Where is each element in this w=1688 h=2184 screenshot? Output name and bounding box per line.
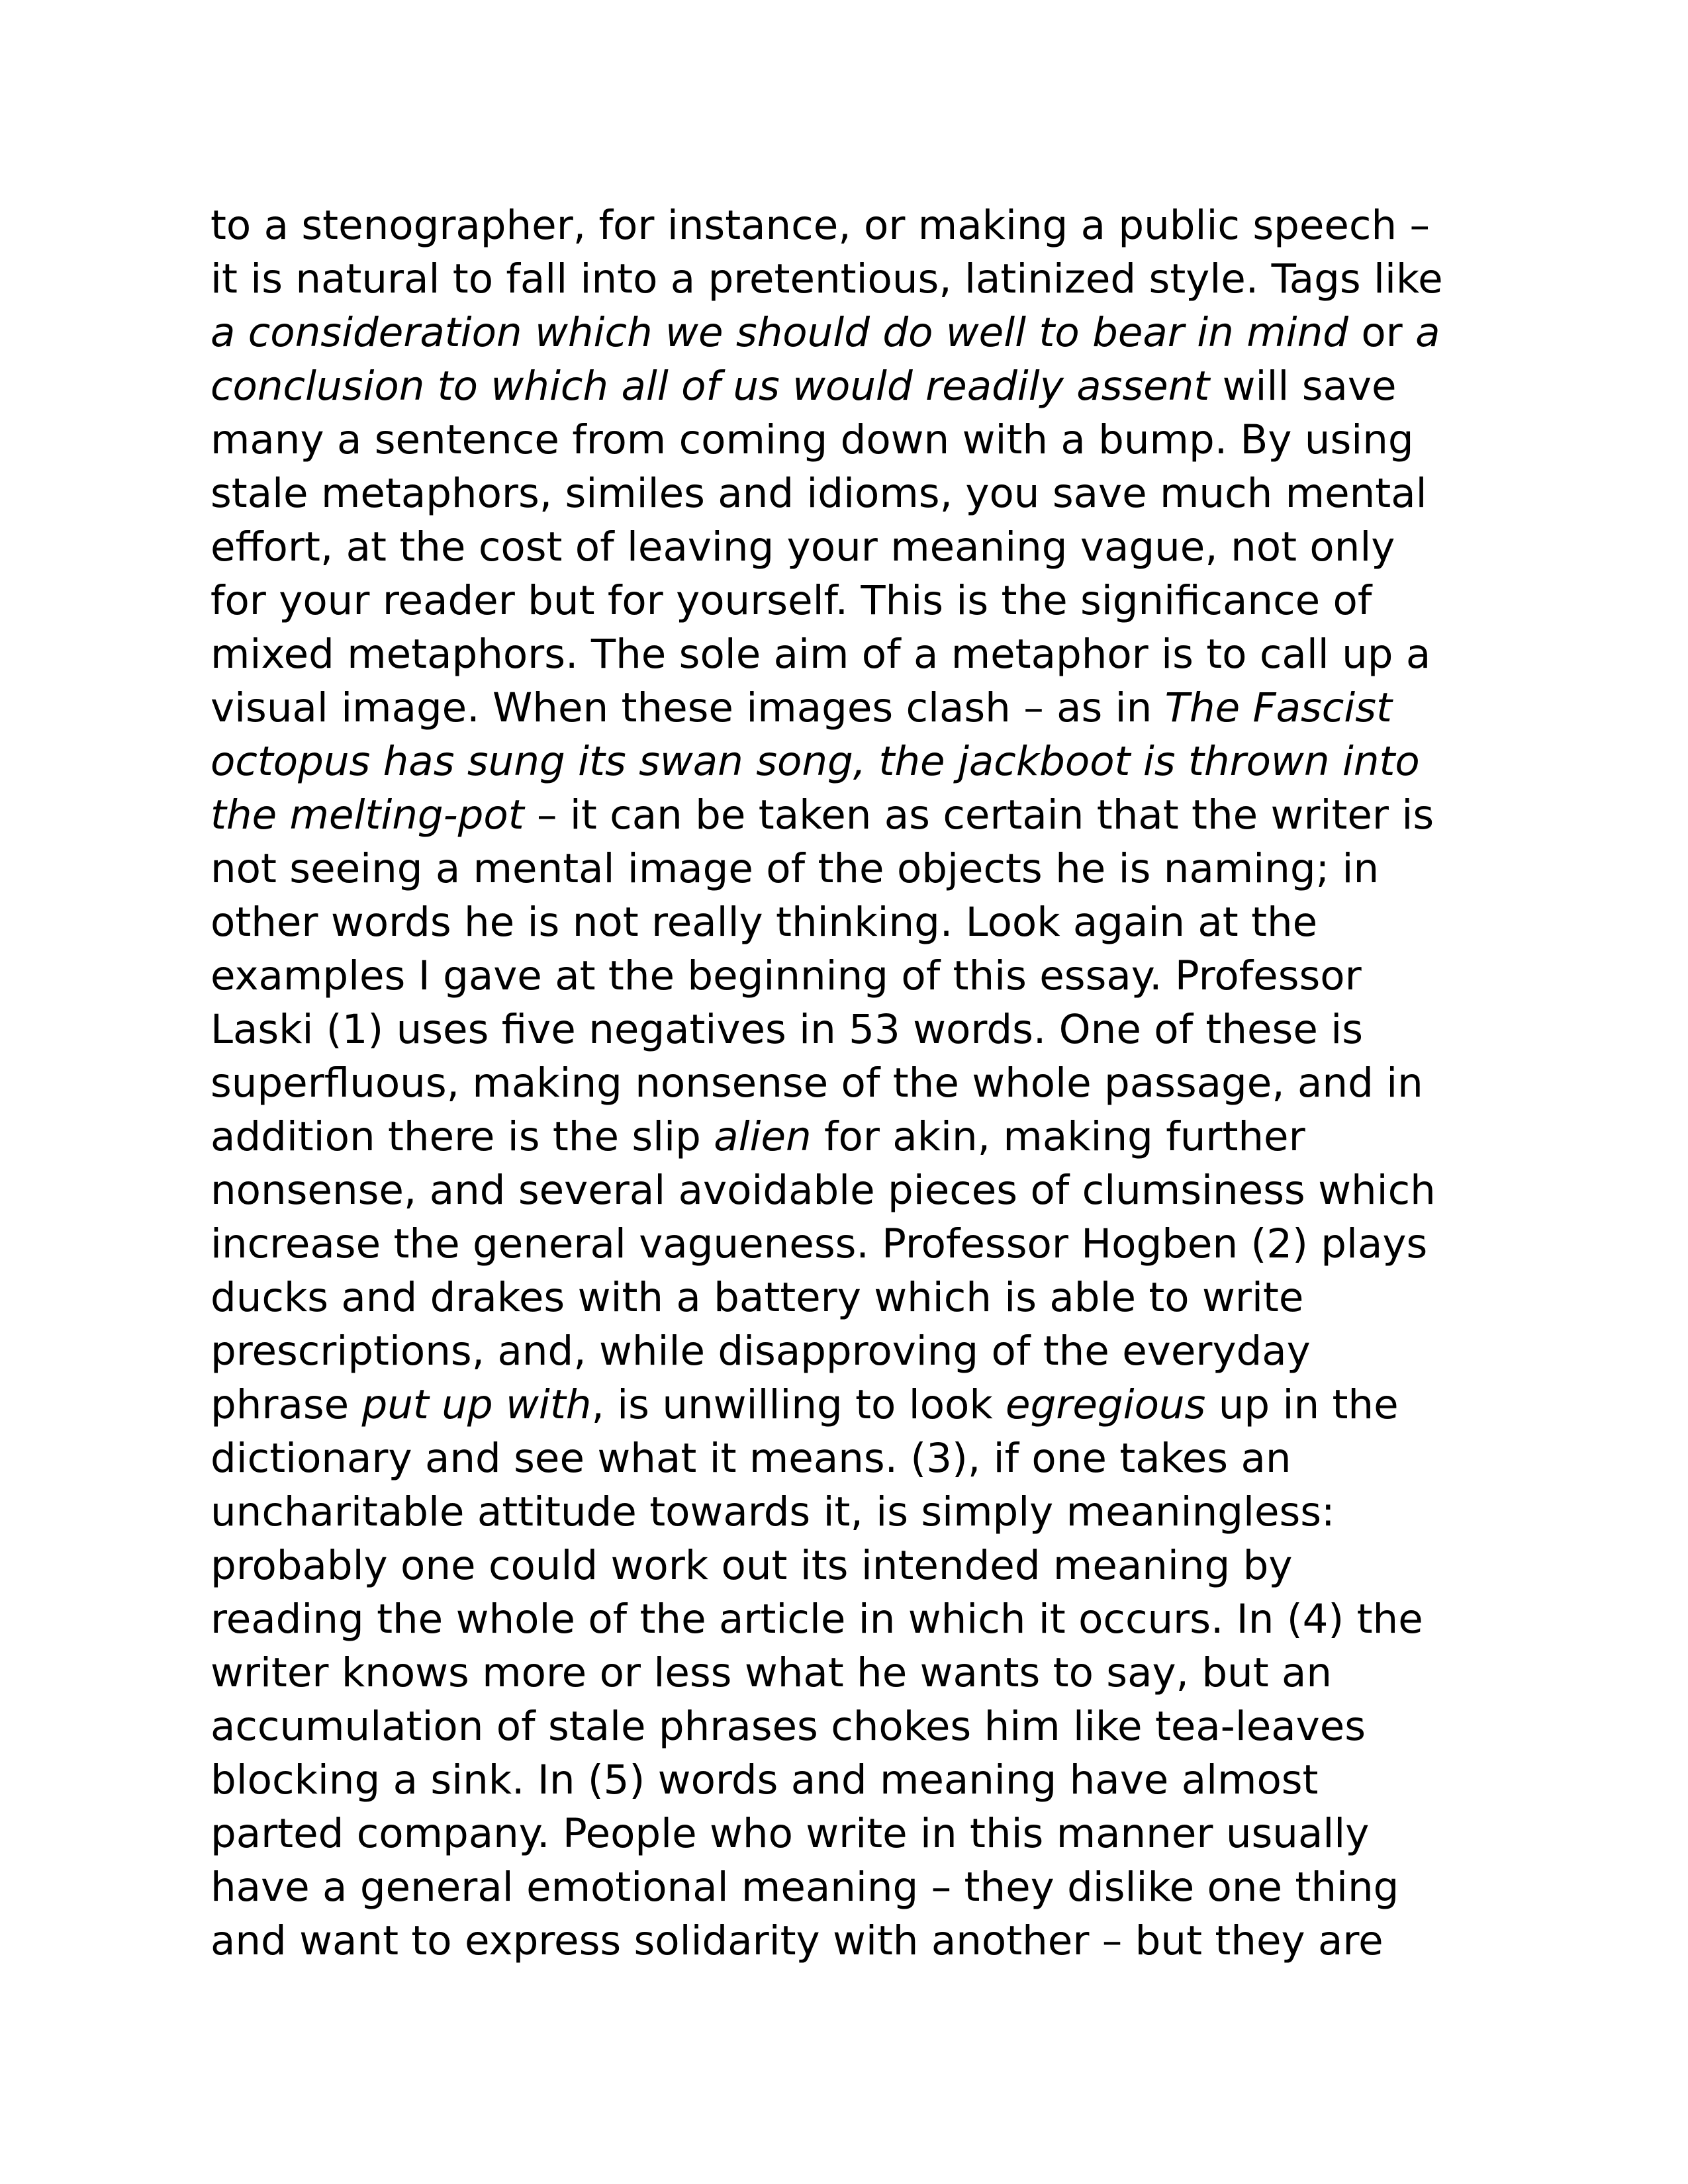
text-line bbox=[211, 1110, 1521, 1163]
text-line bbox=[211, 1432, 1521, 1485]
text-line bbox=[211, 520, 1521, 574]
text-line bbox=[211, 574, 1521, 627]
text-line bbox=[211, 895, 1521, 949]
text-segment: accumulation of stale phrases chokes him like tea-leaves bbox=[211, 1703, 1366, 1750]
text-segment: ducks and drakes with a battery which is able to write bbox=[211, 1274, 1304, 1321]
text-segment: superfluous, making nonsense of the whole passage, and in bbox=[211, 1060, 1423, 1107]
text-line bbox=[211, 627, 1521, 681]
text-line bbox=[211, 1646, 1521, 1700]
text-line bbox=[211, 199, 1521, 252]
text-line bbox=[211, 1539, 1521, 1592]
italic-text-segment: The Fascist bbox=[1164, 684, 1392, 731]
text-segment: not seeing a mental image of the objects he is naming; in bbox=[211, 845, 1380, 892]
text-segment: for akin, making further bbox=[811, 1113, 1305, 1160]
text-segment: or bbox=[1348, 309, 1416, 356]
text-segment: writer knows more or less what he wants to say, but an bbox=[211, 1649, 1333, 1696]
text-segment: many a sentence from coming down with a bump. By using bbox=[211, 416, 1414, 463]
text-segment: increase the general vagueness. Professor Hogben (2) plays bbox=[211, 1220, 1428, 1267]
text-line bbox=[211, 1914, 1521, 1968]
text-segment: other words he is not really thinking. Look again at the bbox=[211, 899, 1318, 946]
text-segment: examples I gave at the beginning of this essay. Professor bbox=[211, 952, 1362, 999]
italic-text-segment: conclusion to which all of us would readily assent bbox=[211, 363, 1210, 410]
text-segment: , is unwilling to look bbox=[591, 1381, 1006, 1428]
body-text bbox=[211, 199, 1521, 1968]
text-segment: to a stenographer, for instance, or making a public speech – bbox=[211, 202, 1430, 249]
text-segment: uncharitable attitude towards it, is simply meaningless: bbox=[211, 1488, 1335, 1535]
text-segment: reading the whole of the article in which it occurs. In (4) the bbox=[211, 1596, 1423, 1643]
text-line bbox=[211, 1860, 1521, 1914]
text-segment: visual image. When these images clash – as in bbox=[211, 684, 1165, 731]
italic-text-segment: octopus has sung its swan song, the jackboot is thrown into bbox=[211, 738, 1420, 785]
text-line bbox=[211, 1753, 1521, 1807]
text-line bbox=[211, 306, 1521, 359]
text-line bbox=[211, 1163, 1521, 1217]
italic-text-segment: the melting-pot bbox=[211, 792, 524, 839]
text-line bbox=[211, 359, 1521, 413]
text-segment: Laski (1) uses five negatives in 53 words. One of these is bbox=[211, 1006, 1363, 1053]
text-segment: blocking a sink. In (5) words and meaning have almost bbox=[211, 1756, 1319, 1803]
text-line bbox=[211, 1056, 1521, 1110]
text-line bbox=[211, 1217, 1521, 1271]
text-segment: addition there is the slip bbox=[211, 1113, 714, 1160]
text-line bbox=[211, 1592, 1521, 1646]
text-segment: effort, at the cost of leaving your meaning vague, not only bbox=[211, 523, 1395, 570]
text-line bbox=[211, 735, 1521, 788]
text-line bbox=[211, 413, 1521, 467]
text-line bbox=[211, 1271, 1521, 1324]
text-segment: prescriptions, and, while disapproving of the everyday bbox=[211, 1328, 1311, 1375]
text-segment: will save bbox=[1209, 363, 1397, 410]
text-line bbox=[211, 1807, 1521, 1860]
text-segment: dictionary and see what it means. (3), if one takes an bbox=[211, 1435, 1291, 1482]
text-line bbox=[211, 1378, 1521, 1432]
text-line bbox=[211, 842, 1521, 895]
text-segment: – it can be taken as certain that the writer is bbox=[524, 792, 1434, 839]
text-line bbox=[211, 1485, 1521, 1539]
text-segment: nonsense, and several avoidable pieces of clumsiness which bbox=[211, 1167, 1436, 1214]
text-segment: phrase bbox=[211, 1381, 362, 1428]
text-line bbox=[211, 681, 1521, 735]
text-line bbox=[211, 252, 1521, 306]
text-segment: probably one could work out its intended meaning by bbox=[211, 1542, 1293, 1589]
text-line bbox=[211, 1003, 1521, 1056]
text-line bbox=[211, 1324, 1521, 1378]
italic-text-segment: alien bbox=[714, 1113, 812, 1160]
text-line bbox=[211, 467, 1521, 520]
text-segment: parted company. People who write in this manner usually bbox=[211, 1810, 1370, 1857]
text-segment: have a general emotional meaning – they dislike one thing bbox=[211, 1864, 1399, 1911]
italic-text-segment: a consideration which we should do well to bear in mind bbox=[211, 309, 1348, 356]
italic-text-segment: egregious bbox=[1006, 1381, 1206, 1428]
text-line bbox=[211, 1700, 1521, 1753]
italic-text-segment: put up with bbox=[361, 1381, 592, 1428]
text-segment: stale metaphors, similes and idioms, you save much mental bbox=[211, 470, 1427, 517]
text-segment: up in the bbox=[1205, 1381, 1399, 1428]
text-segment: it is natural to fall into a pretentious, latinized style. Tags like bbox=[211, 255, 1443, 302]
text-line bbox=[211, 788, 1521, 842]
text-line bbox=[211, 949, 1521, 1003]
italic-text-segment: a bbox=[1415, 309, 1440, 356]
text-segment: and want to express solidarity with another – but they are bbox=[211, 1917, 1383, 1964]
text-segment: for your reader but for yourself. This is the significance of bbox=[211, 577, 1372, 624]
text-segment: mixed metaphors. The sole aim of a metaphor is to call up a bbox=[211, 631, 1431, 678]
